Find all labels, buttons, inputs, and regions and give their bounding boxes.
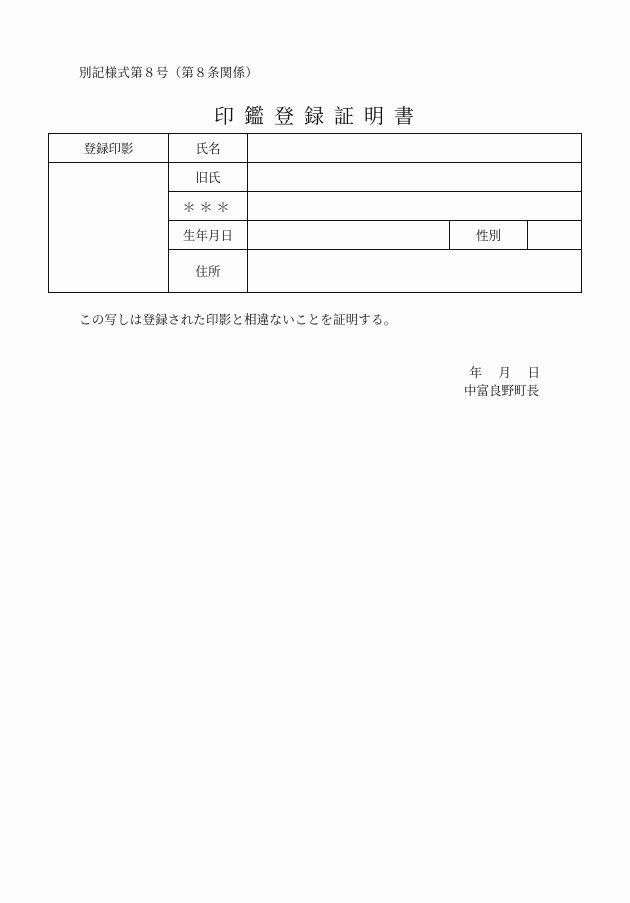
table-row: [49, 163, 582, 192]
issue-date: 年 月 日: [469, 365, 540, 380]
seal-impression-area: [49, 163, 169, 293]
former-surname-label: 旧氏: [169, 163, 248, 192]
birth-date-value: [248, 221, 450, 250]
masked-label: ＊＊＊: [169, 192, 248, 221]
document-title: 印鑑登録証明書: [214, 104, 424, 128]
address-label: 住所: [169, 250, 248, 293]
address-value: [248, 250, 582, 293]
birth-date-label: 生年月日: [169, 221, 248, 250]
name-label: 氏名: [169, 134, 248, 163]
former-surname-value: [248, 163, 582, 192]
name-value: [248, 134, 582, 163]
form-number: 別記様式第８号（第８条関係）: [79, 65, 259, 80]
table-row: [49, 134, 582, 163]
seal-impression-label: 登録印影: [49, 134, 169, 163]
certification-statement: この写しは登録された印影と相違ないことを証明する。: [79, 312, 397, 327]
certificate-table: [48, 133, 582, 293]
issuer-name: 中富良野町長: [463, 383, 539, 398]
sex-label: 性別: [450, 221, 528, 250]
masked-value: [248, 192, 582, 221]
sex-value: [528, 221, 582, 250]
